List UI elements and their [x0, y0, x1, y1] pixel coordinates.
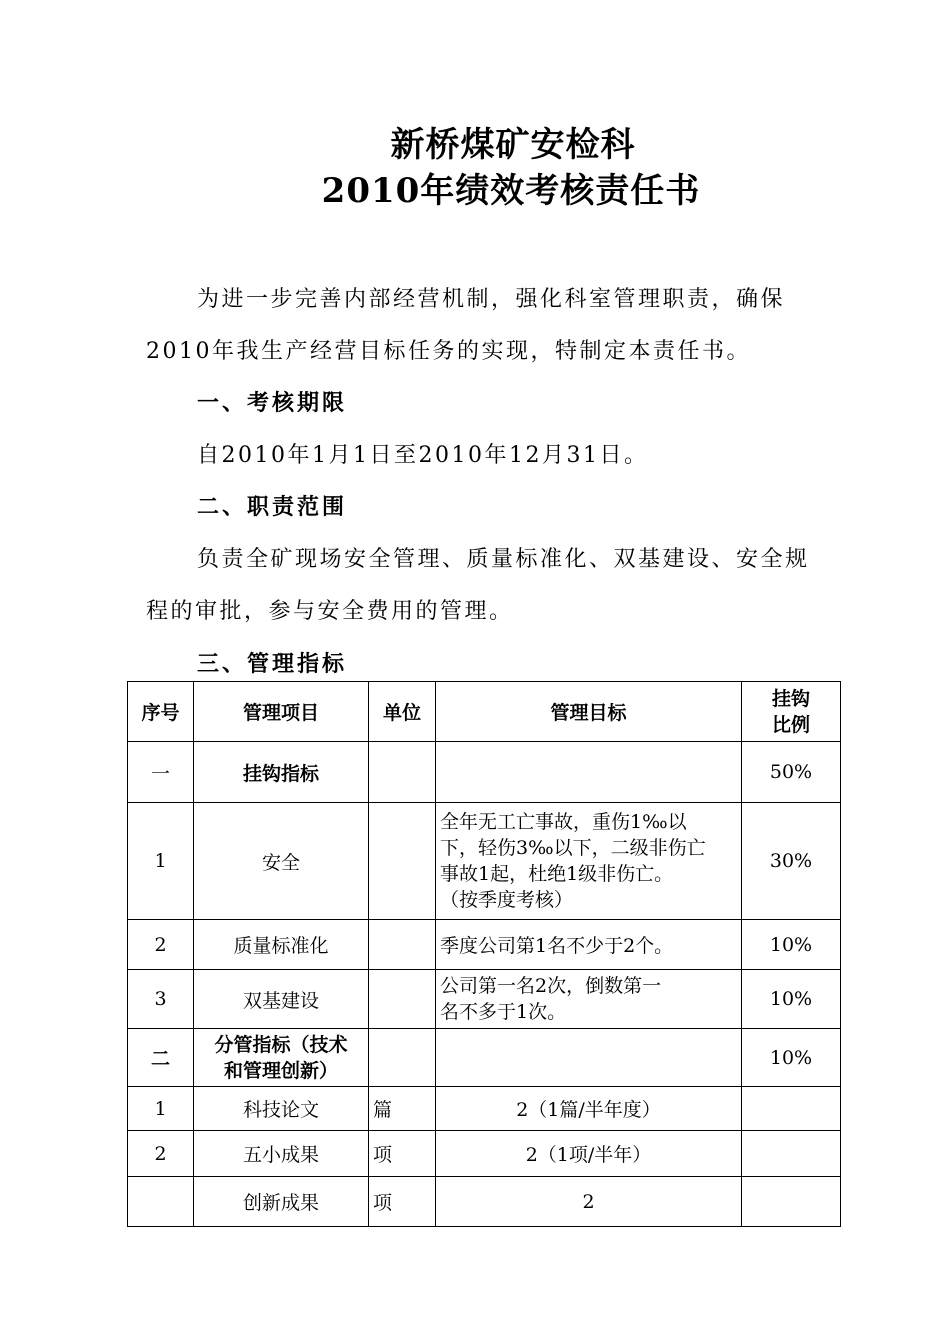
section3-heading: 三、管理指标 [197, 651, 348, 677]
table-row [128, 1029, 841, 1087]
row-item: 双基建设 [194, 970, 369, 1029]
table-row [128, 742, 841, 803]
row-ratio: 50% [742, 742, 841, 803]
row-no: 2 [128, 920, 194, 970]
row-target [436, 1029, 742, 1087]
row-unit [369, 742, 436, 803]
row-unit: 项 [369, 1177, 436, 1227]
row-ratio: 30% [742, 803, 841, 920]
header-ratio-line2: 比例 [771, 713, 810, 736]
header-ratio-line1: 挂钩 [771, 687, 810, 710]
row-target: 2（1项/半年） [436, 1131, 742, 1177]
row-ratio: 10% [742, 920, 841, 970]
row-item-line: 分管指标（技术 [214, 1033, 348, 1056]
row-no: 1 [128, 803, 194, 920]
row-item [194, 1029, 369, 1087]
row-target: 季度公司第1名不少于2个。 [436, 920, 742, 970]
row-ratio [742, 1177, 841, 1227]
row-unit: 项 [369, 1131, 436, 1177]
row-no: 2 [128, 1131, 194, 1177]
table-row [128, 920, 841, 970]
row-item: 质量标准化 [194, 920, 369, 970]
row-ratio [742, 1131, 841, 1177]
table-row [128, 1087, 841, 1131]
row-item: 安全 [194, 803, 369, 920]
row-target [436, 970, 742, 1029]
section2-text-line2: 程的审批，参与安全费用的管理。 [146, 599, 514, 624]
header-target: 管理目标 [436, 682, 742, 742]
section1-text: 自2010年1月1日至2010年12月31日。 [197, 443, 649, 468]
table-row [128, 1131, 841, 1177]
row-no: 一 [128, 742, 194, 803]
row-no: 1 [128, 1087, 194, 1131]
section1-heading: 一、考核期限 [197, 390, 348, 416]
table-header-row [128, 682, 841, 742]
table-row [128, 970, 841, 1029]
row-target-line: 名不多于1次。 [440, 1001, 567, 1023]
section2-heading: 二、职责范围 [197, 494, 348, 520]
table-row [128, 1177, 841, 1227]
row-unit [369, 1029, 436, 1087]
document-title: 新桥煤矿安检科 [390, 125, 636, 165]
row-item: 挂钩指标 [194, 742, 369, 803]
row-target: 2 [436, 1177, 742, 1227]
row-ratio: 10% [742, 1029, 841, 1087]
row-unit: 篇 [369, 1087, 436, 1131]
intro-paragraph-line2: 2010年我生产经营目标任务的实现，特制定本责任书。 [146, 339, 751, 364]
row-no: 二 [128, 1029, 194, 1087]
row-target [436, 742, 742, 803]
header-no: 序号 [128, 682, 194, 742]
row-item: 创新成果 [194, 1177, 369, 1227]
intro-paragraph-line1: 为进一步完善内部经营机制，强化科室管理职责，确保 [197, 287, 786, 312]
row-unit [369, 970, 436, 1029]
header-ratio [742, 682, 841, 742]
row-target [436, 803, 742, 920]
section2-text-line1: 负责全矿现场安全管理、质量标准化、双基建设、安全规 [197, 547, 810, 572]
row-target-line: 事故1起，杜绝1级非伤亡。 [440, 863, 674, 885]
row-no [128, 1177, 194, 1227]
row-target-line: 下，轻伤3‰以下，二级非伤亡 [440, 837, 706, 859]
row-item-line: 和管理创新） [223, 1059, 338, 1082]
header-item: 管理项目 [194, 682, 369, 742]
row-unit [369, 803, 436, 920]
row-target: 2（1篇/半年度） [436, 1087, 742, 1131]
row-target-line: 公司第一名2次，倒数第一 [440, 975, 662, 997]
row-ratio [742, 1087, 841, 1131]
management-indicator-table [127, 681, 841, 1227]
row-ratio: 10% [742, 970, 841, 1029]
row-no: 3 [128, 970, 194, 1029]
row-item: 五小成果 [194, 1131, 369, 1177]
row-target-line: 全年无工亡事故，重伤1‰以 [440, 811, 687, 833]
row-unit [369, 920, 436, 970]
row-item: 科技论文 [194, 1087, 369, 1131]
header-unit: 单位 [369, 682, 436, 742]
row-target-line: （按季度考核） [440, 889, 574, 911]
table-row [128, 803, 841, 920]
document-subtitle: 2010年绩效考核责任书 [321, 171, 701, 211]
